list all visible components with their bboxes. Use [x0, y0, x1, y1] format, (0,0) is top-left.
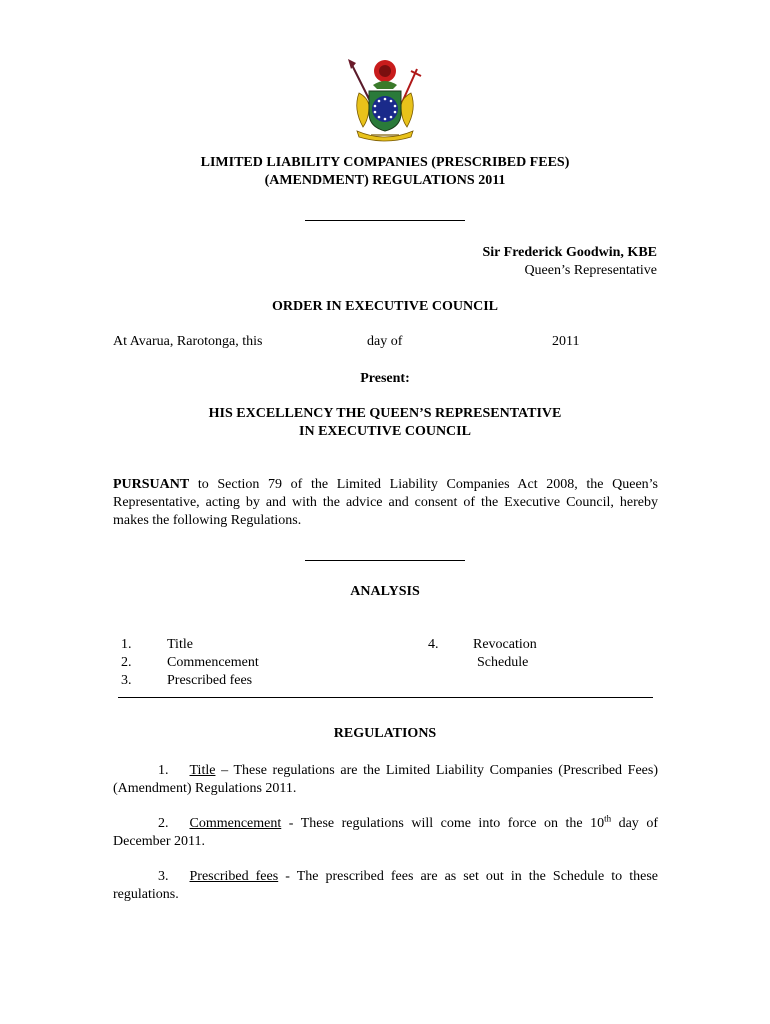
- regulation-3: [113, 868, 658, 904]
- analysis-num-2: 2.: [121, 655, 132, 670]
- regulation-3-title: Prescribed fees: [189, 869, 279, 884]
- order-heading: ORDER IN EXECUTIVE COUNCIL: [272, 299, 498, 314]
- analysis-label-4: Revocation: [473, 637, 537, 652]
- regulation-1-sep: –: [215, 763, 234, 778]
- regulation-2-num: 2.: [158, 816, 169, 831]
- day-text: day of: [367, 334, 403, 349]
- analysis-schedule: Schedule: [477, 655, 529, 670]
- regulation-1-num: 1.: [158, 763, 169, 778]
- coat-of-arms: [345, 57, 425, 142]
- excellency-line-2: IN EXECUTIVE COUNCIL: [299, 424, 471, 439]
- coat-of-arms-icon: [345, 57, 425, 142]
- regulations-heading: REGULATIONS: [333, 726, 437, 741]
- regulation-2-sep: -: [281, 816, 301, 831]
- analysis-num-4: 4.: [428, 637, 439, 652]
- year-text: 2011: [552, 334, 580, 349]
- regulation-2-sup: th: [604, 813, 612, 824]
- analysis-bottom-rule: [118, 697, 653, 698]
- regulation-2: [113, 815, 658, 851]
- regulation-1-title: Title: [189, 763, 216, 778]
- analysis-label-2: Commencement: [167, 655, 259, 670]
- present-label: Present:: [360, 371, 410, 386]
- analysis-divider: [305, 560, 465, 561]
- regulation-2-title: Commencement: [189, 816, 282, 831]
- excellency-line-1: HIS EXCELLENCY THE QUEEN’S REPRESENTATIVE: [208, 406, 562, 421]
- analysis-label-1: Title: [167, 637, 193, 652]
- pursuant-lead: PURSUANT: [113, 477, 190, 492]
- regulation-2-text-after: day of December 2011.: [113, 816, 658, 849]
- analysis-num-1: 1.: [121, 637, 132, 652]
- regulation-3-text: The prescribed fees are as set out in the Schedule to these regulations.: [113, 869, 658, 902]
- pursuant-paragraph: [113, 476, 658, 530]
- regulation-1-text: These regulations are the Limited Liability Companies (Prescribed Fees) (Amendment) Regulations 2011.: [113, 763, 659, 796]
- regulation-3-sep: -: [278, 869, 297, 884]
- signatory-name: Sir Frederick Goodwin, KBE: [482, 245, 657, 260]
- regulation-2-text-before: These regulations will come into force on the 10: [300, 816, 605, 831]
- title-line-2: (AMENDMENT) REGULATIONS 2011: [264, 173, 506, 188]
- signatory-role: Queen’s Representative: [524, 263, 657, 278]
- pursuant-text: to Section 79 of the Limited Liability Companies Act 2008, the Queen’s Representative, acting by and with the advice and consent of the Executive Council, hereby makes the following Regulations.: [113, 477, 658, 528]
- title-divider: [305, 220, 465, 221]
- regulation-3-num: 3.: [158, 869, 169, 884]
- analysis-num-3: 3.: [121, 673, 132, 688]
- analysis-heading: ANALYSIS: [350, 584, 420, 599]
- analysis-label-3: Prescribed fees: [167, 673, 253, 688]
- regulation-1: [113, 762, 658, 798]
- title-line-1: LIMITED LIABILITY COMPANIES (PRESCRIBED FEES): [200, 155, 570, 170]
- place-text: At Avarua, Rarotonga, this: [113, 334, 263, 349]
